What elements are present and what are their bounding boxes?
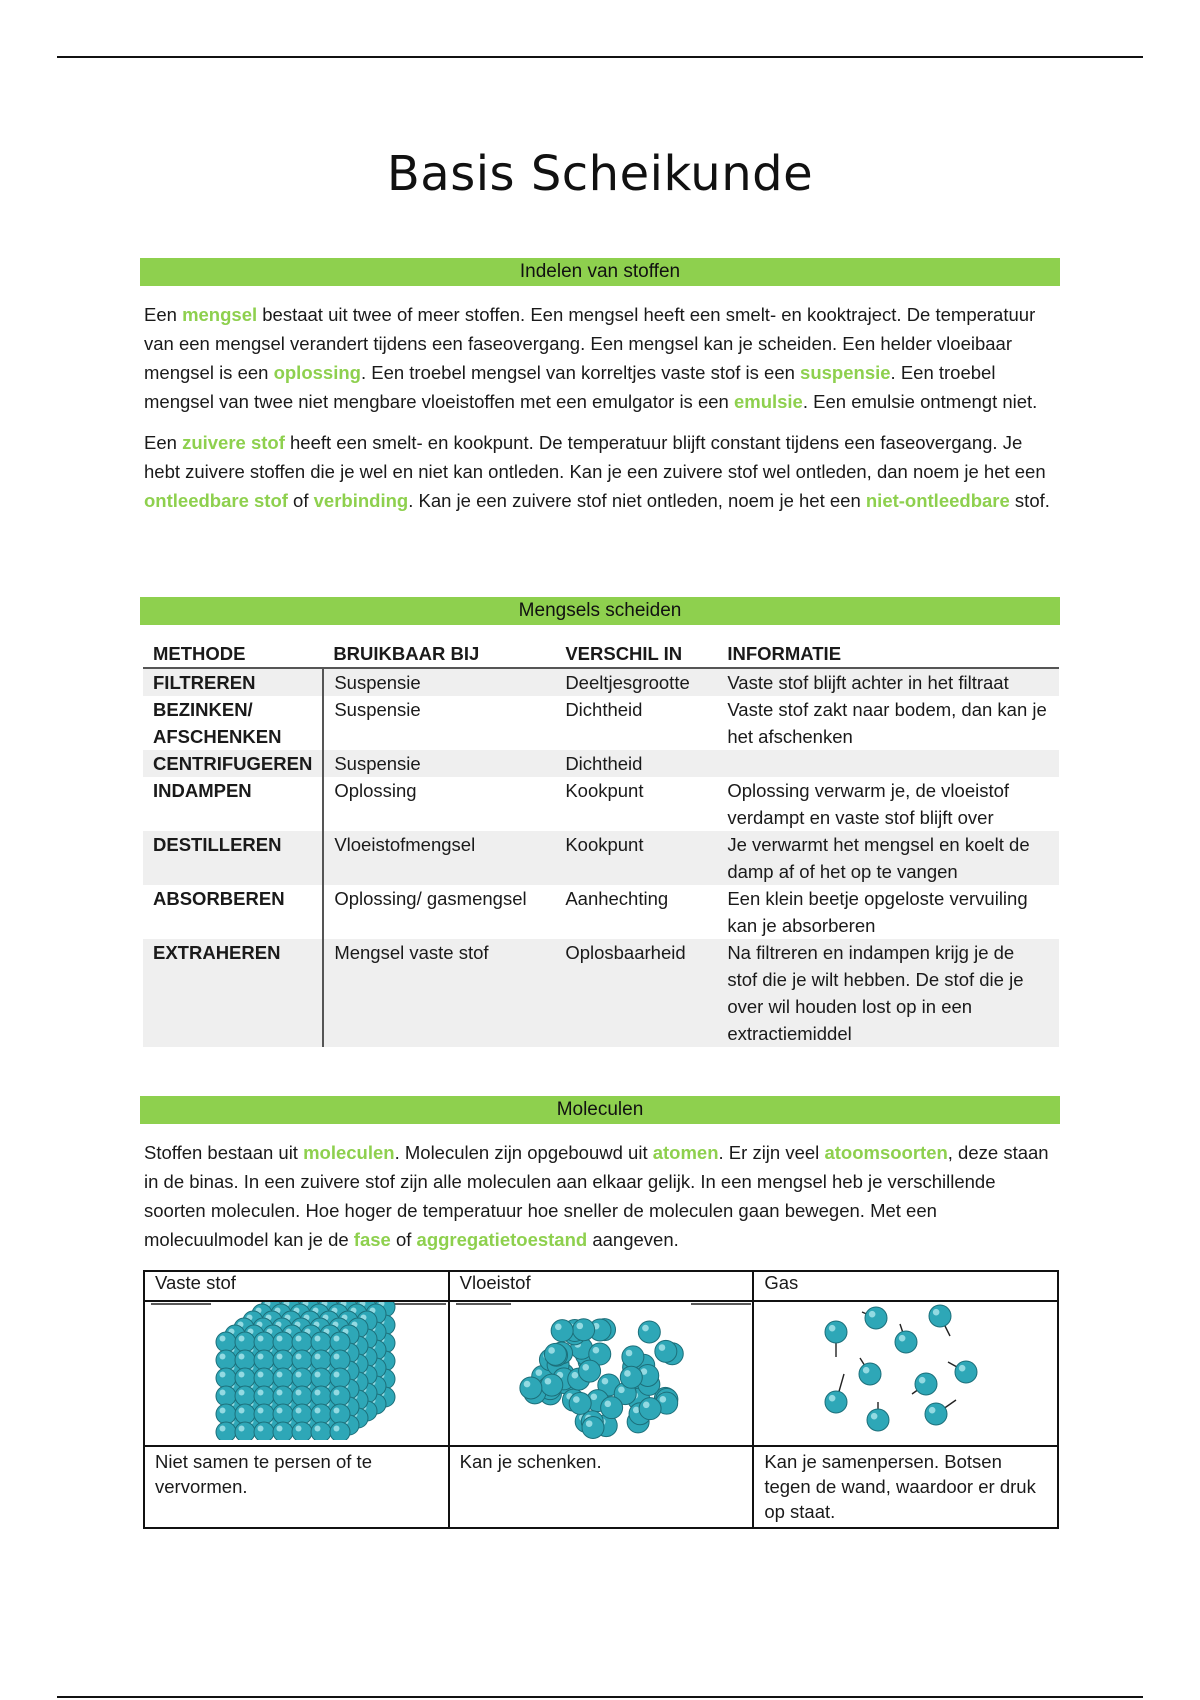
info-cell <box>717 750 1059 777</box>
molecule-highlight <box>315 1336 321 1342</box>
molecule-highlight <box>334 1354 340 1360</box>
molecule-highlight <box>220 1390 226 1396</box>
section-moleculen <box>140 1096 1060 1529</box>
molecule-highlight <box>659 1344 666 1351</box>
molecule-highlight <box>829 1395 836 1402</box>
molecule-highlight <box>258 1354 264 1360</box>
molecule <box>292 1404 312 1424</box>
molecule <box>311 1386 331 1406</box>
use-cell: Oplossing/ gasmengsel <box>334 888 527 909</box>
molecule <box>544 1343 566 1365</box>
paragraph-text: Een <box>144 432 183 453</box>
molecule-highlight <box>315 1426 321 1432</box>
molecule <box>955 1361 977 1383</box>
molecule <box>551 1320 573 1342</box>
molecule <box>825 1321 847 1343</box>
paragraph-text: Stoffen bestaan uit <box>144 1142 304 1163</box>
molecule <box>292 1368 312 1388</box>
molecule-highlight <box>548 1347 555 1354</box>
molecule-highlight <box>899 1335 906 1342</box>
paragraph-text: of <box>287 490 314 511</box>
phase-label: Vloeistof <box>449 1271 754 1301</box>
molecule <box>915 1373 937 1395</box>
info-cell: Je verwarmt het mengsel en koelt de damp af of het op te vangen <box>717 831 1059 885</box>
molecule-highlight <box>239 1408 245 1414</box>
molecule-highlight <box>919 1377 926 1384</box>
molecule <box>865 1307 887 1329</box>
molecule-highlight <box>929 1407 936 1414</box>
molecule-highlight <box>315 1372 321 1378</box>
molecule <box>825 1391 847 1413</box>
use-cell: Suspensie <box>323 668 555 696</box>
table-row <box>143 750 1059 777</box>
methods-table <box>143 635 1059 1047</box>
paragraph-text: . Een emulsie ontmengt niet. <box>802 391 1038 412</box>
molecule-highlight <box>829 1325 836 1332</box>
molecule <box>541 1374 563 1396</box>
paragraph-text: . Er zijn veel <box>718 1142 825 1163</box>
molecule-highlight <box>334 1426 340 1432</box>
molecule-highlight <box>239 1336 245 1342</box>
method-cell: EXTRAHEREN <box>143 939 323 1047</box>
phase-label: Vaste stof <box>144 1271 449 1301</box>
molecule <box>235 1350 255 1370</box>
molecule <box>254 1404 274 1424</box>
gas-model <box>753 1301 1058 1446</box>
method-cell: INDAMPEN <box>143 777 323 831</box>
molecule <box>235 1404 255 1424</box>
molecule <box>235 1332 255 1352</box>
method-cell: BEZINKEN/ AFSCHENKEN <box>143 696 323 750</box>
phase-description: Niet samen te persen of te vervormen. <box>144 1446 449 1528</box>
highlighted-term: niet-ontleedbare <box>865 490 1010 511</box>
molecule <box>216 1386 236 1406</box>
molecule <box>579 1360 601 1382</box>
paragraph-zuivere-stof <box>140 428 1060 515</box>
difference-cell: Oplosbaarheid <box>555 939 717 1047</box>
molecule-highlight <box>555 1323 562 1330</box>
molecule-highlight <box>582 1364 589 1371</box>
molecule-highlight <box>296 1390 302 1396</box>
molecule <box>311 1332 331 1352</box>
method-cell: DESTILLEREN <box>143 831 323 885</box>
molecule-highlight <box>296 1408 302 1414</box>
molecule <box>330 1422 350 1440</box>
molecule-highlight <box>296 1336 302 1342</box>
molecule <box>273 1404 293 1424</box>
highlighted-term: atomen <box>652 1142 719 1163</box>
molecule <box>330 1386 350 1406</box>
method-cell: ABSORBEREN <box>143 885 323 939</box>
molecule-highlight <box>239 1426 245 1432</box>
use-cell: Suspensie <box>323 750 555 777</box>
use-cell: Oplossing <box>334 780 417 801</box>
table-row <box>143 668 1059 696</box>
molecule-highlight <box>258 1390 264 1396</box>
highlighted-term: zuivere stof <box>182 432 285 453</box>
molecule-highlight <box>239 1390 245 1396</box>
bottom-rule <box>57 1696 1143 1698</box>
molecule <box>655 1340 677 1362</box>
molecule-highlight <box>536 1369 543 1376</box>
molecule <box>216 1368 236 1388</box>
difference-cell: Dichtheid <box>565 699 643 720</box>
highlighted-term: oplossing <box>273 362 361 383</box>
info-cell: Een klein beetje opgeloste vervuiling kan je absorberen <box>727 888 1028 936</box>
molecule <box>254 1350 274 1370</box>
molecule <box>638 1321 660 1343</box>
paragraph-text: of <box>390 1229 417 1250</box>
molecule-highlight <box>602 1378 609 1385</box>
highlighted-term: atoomsoorten <box>824 1142 948 1163</box>
highlighted-term: mengsel <box>182 304 258 325</box>
molecule-highlight <box>258 1408 264 1414</box>
molecule <box>273 1386 293 1406</box>
paragraph-text: , deze staan in de binas. In een zuivere stof zijn alle moleculen aan elkaar gelijk. In een mengsel heb je verschillende soorten moleculen. Hoe hoger de temperatuur hoe sneller de moleculen gaan bewegen. Met een molecuulmodel kan je de <box>144 1142 1049 1250</box>
molecule-highlight <box>871 1413 878 1420</box>
table-row <box>143 777 1059 831</box>
molecule-highlight <box>524 1381 531 1388</box>
molecule <box>216 1422 236 1440</box>
molecule-highlight <box>863 1367 870 1374</box>
molecule <box>573 1319 595 1341</box>
paragraph-mengsel <box>140 300 1060 416</box>
molecule-highlight <box>220 1426 226 1432</box>
molecule-highlight <box>277 1354 283 1360</box>
molecule-highlight <box>277 1408 283 1414</box>
column-header: VERSCHIL IN <box>555 635 717 668</box>
molecule <box>292 1386 312 1406</box>
info-cell: Oplossing verwarm je, de vloeistof verdampt en vaste stof blijft over <box>727 780 1010 828</box>
molecule <box>330 1350 350 1370</box>
molecule <box>235 1386 255 1406</box>
molecule-highlight <box>239 1372 245 1378</box>
phase-label: Gas <box>753 1271 1058 1301</box>
paragraph-text: . Kan je een zuivere stof niet ontleden, noem je het een <box>408 490 866 511</box>
molecule <box>216 1332 236 1352</box>
molecule-highlight <box>604 1401 611 1408</box>
info-cell: Na filtreren en indampen krijg je de stof die je wilt hebben. De stof die je over wil houden lost op in een extractiemiddel <box>717 939 1059 1047</box>
molecule-highlight <box>660 1396 667 1403</box>
molecule <box>311 1422 331 1440</box>
molecule-highlight <box>643 1402 650 1409</box>
molecule-highlight <box>239 1354 245 1360</box>
molecule <box>311 1404 331 1424</box>
phase-image-row <box>144 1301 1058 1446</box>
molecule-highlight <box>220 1372 226 1378</box>
molecule <box>895 1331 917 1353</box>
molecule <box>273 1350 293 1370</box>
top-rule <box>57 56 1143 58</box>
phase-label-row <box>144 1271 1058 1301</box>
paragraph-text: aangeven. <box>587 1229 679 1250</box>
highlighted-term: verbinding <box>313 490 409 511</box>
method-cell: CENTRIFUGEREN <box>143 750 323 777</box>
molecule-highlight <box>277 1390 283 1396</box>
molecule-highlight <box>593 1347 600 1354</box>
info-cell: Vaste stof blijft achter in het filtraat <box>717 668 1059 696</box>
molecule <box>235 1368 255 1388</box>
molecule <box>582 1416 604 1438</box>
paragraph-text: stof. <box>1009 490 1050 511</box>
molecule-highlight <box>315 1390 321 1396</box>
section-mengsels-scheiden <box>140 597 1060 1047</box>
liquid-molecule-model <box>451 1302 751 1440</box>
molecule <box>520 1377 542 1399</box>
molecule <box>925 1403 947 1425</box>
gas-molecule-model <box>756 1302 1056 1440</box>
paragraph-text: . Moleculen zijn opgebouwd uit <box>394 1142 653 1163</box>
highlighted-term: suspensie <box>800 362 891 383</box>
molecule-highlight <box>869 1311 876 1318</box>
page-title: Basis Scheikunde <box>386 146 814 202</box>
highlighted-term: ontleedbare stof <box>144 490 288 511</box>
solid-molecule-model <box>146 1302 446 1440</box>
molecule-highlight <box>545 1378 552 1385</box>
molecule <box>311 1368 331 1388</box>
molecule-highlight <box>220 1336 226 1342</box>
highlighted-term: moleculen <box>303 1142 395 1163</box>
molecule <box>601 1397 623 1419</box>
paragraph-text: Een <box>144 304 183 325</box>
column-header: METHODE <box>143 635 323 668</box>
molecule-highlight <box>220 1354 226 1360</box>
molecule <box>216 1404 236 1424</box>
molecule <box>273 1368 293 1388</box>
molecule <box>273 1422 293 1440</box>
method-cell: FILTREREN <box>143 668 323 696</box>
molecule-highlight <box>258 1372 264 1378</box>
molecule <box>330 1368 350 1388</box>
molecule-highlight <box>334 1408 340 1414</box>
paragraph-text: bestaat uit twee of meer stoffen. Een mengsel heeft een smelt- en kooktraject. De temperatuur van een mengsel verandert tijdens een faseovergang. Een mengsel kan je scheiden. Een helder vloeibaar mengsel is een <box>144 304 1036 383</box>
section-heading: Indelen van stoffen <box>140 258 1060 286</box>
molecule-highlight <box>334 1390 340 1396</box>
section-indelen <box>140 258 1060 515</box>
molecule <box>311 1350 331 1370</box>
info-cell: Vaste stof zakt naar bodem, dan kan je het afschenken <box>727 699 1047 747</box>
molecule <box>254 1386 274 1406</box>
difference-cell: Aanhechting <box>565 888 669 909</box>
highlighted-term: aggregatietoestand <box>416 1229 588 1250</box>
paragraph-text: . Een troebel mengsel van twee niet mengbare vloeistoffen met een emulgator is een <box>144 362 996 412</box>
molecule-highlight <box>277 1372 283 1378</box>
table-row <box>143 696 1059 750</box>
molecule <box>254 1368 274 1388</box>
difference-cell: Kookpunt <box>555 831 717 885</box>
molecule <box>292 1332 312 1352</box>
molecule-highlight <box>315 1354 321 1360</box>
molecule-highlight <box>626 1350 633 1357</box>
use-cell: Vloeistofmengsel <box>323 831 555 885</box>
highlighted-term: emulsie <box>733 391 803 412</box>
table-row <box>143 885 1059 939</box>
molecule <box>330 1332 350 1352</box>
solid-model <box>144 1301 449 1446</box>
molecule <box>929 1305 951 1327</box>
molecule <box>254 1422 274 1440</box>
paragraph-text: . Een troebel mengsel van korreltjes vaste stof is een <box>360 362 801 383</box>
section-heading: Moleculen <box>140 1096 1060 1124</box>
phase-description-row <box>144 1446 1058 1528</box>
use-cell: Suspensie <box>334 699 421 720</box>
molecule-highlight <box>933 1309 940 1316</box>
molecule-highlight <box>277 1336 283 1342</box>
molecule-highlight <box>624 1370 631 1377</box>
table-row <box>143 831 1059 885</box>
table-row <box>143 939 1059 1047</box>
molecule-highlight <box>296 1372 302 1378</box>
molecule-highlight <box>296 1354 302 1360</box>
phase-description: Kan je samenpersen. Botsen tegen de wand, waardoor er druk op staat. <box>753 1446 1058 1528</box>
molecule-highlight <box>334 1336 340 1342</box>
molecule-highlight <box>642 1325 649 1332</box>
molecule <box>254 1332 274 1352</box>
molecule-highlight <box>296 1426 302 1432</box>
molecule <box>622 1346 644 1368</box>
column-header: INFORMATIE <box>717 635 1059 668</box>
molecule-highlight <box>572 1372 579 1379</box>
molecule <box>867 1409 889 1431</box>
molecule <box>620 1366 642 1388</box>
molecule <box>292 1422 312 1440</box>
molecule-highlight <box>315 1408 321 1414</box>
molecule <box>330 1404 350 1424</box>
difference-cell: Dichtheid <box>555 750 717 777</box>
molecule-highlight <box>334 1372 340 1378</box>
molecule-highlight <box>576 1323 583 1330</box>
molecule-highlight <box>258 1336 264 1342</box>
molecule-highlight <box>258 1426 264 1432</box>
molecule <box>235 1422 255 1440</box>
molecule-highlight <box>586 1420 593 1427</box>
liquid-model <box>449 1301 754 1446</box>
molecule <box>569 1392 591 1414</box>
molecule <box>859 1363 881 1385</box>
molecule-highlight <box>959 1365 966 1372</box>
molecule-highlight <box>633 1407 640 1414</box>
table-header-row <box>143 635 1059 668</box>
molecule-highlight <box>220 1408 226 1414</box>
phase-description: Kan je schenken. <box>449 1446 754 1528</box>
molecule <box>216 1350 236 1370</box>
difference-cell: Deeltjesgrootte <box>555 668 717 696</box>
phases-table <box>143 1270 1059 1529</box>
paragraph-moleculen <box>140 1138 1060 1254</box>
molecule-highlight <box>618 1386 625 1393</box>
molecule <box>639 1398 661 1420</box>
molecule-highlight <box>573 1396 580 1403</box>
molecule <box>273 1332 293 1352</box>
molecule-highlight <box>590 1394 597 1401</box>
use-cell: Mengsel vaste stof <box>323 939 555 1047</box>
molecule-highlight <box>277 1426 283 1432</box>
molecule <box>292 1350 312 1370</box>
difference-cell: Kookpunt <box>565 780 644 801</box>
section-heading: Mengsels scheiden <box>140 597 1060 625</box>
highlighted-term: fase <box>353 1229 391 1250</box>
paragraph-text: heeft een smelt- en kookpunt. De temperatuur blijft constant tijdens een faseovergang. Je hebt zuivere stoffen die je wel en niet kan ontleden. Kan je een zuivere stof wel ontleden, dan noem je het een <box>144 432 1046 482</box>
column-header: BRUIKBAAR BIJ <box>323 635 555 668</box>
